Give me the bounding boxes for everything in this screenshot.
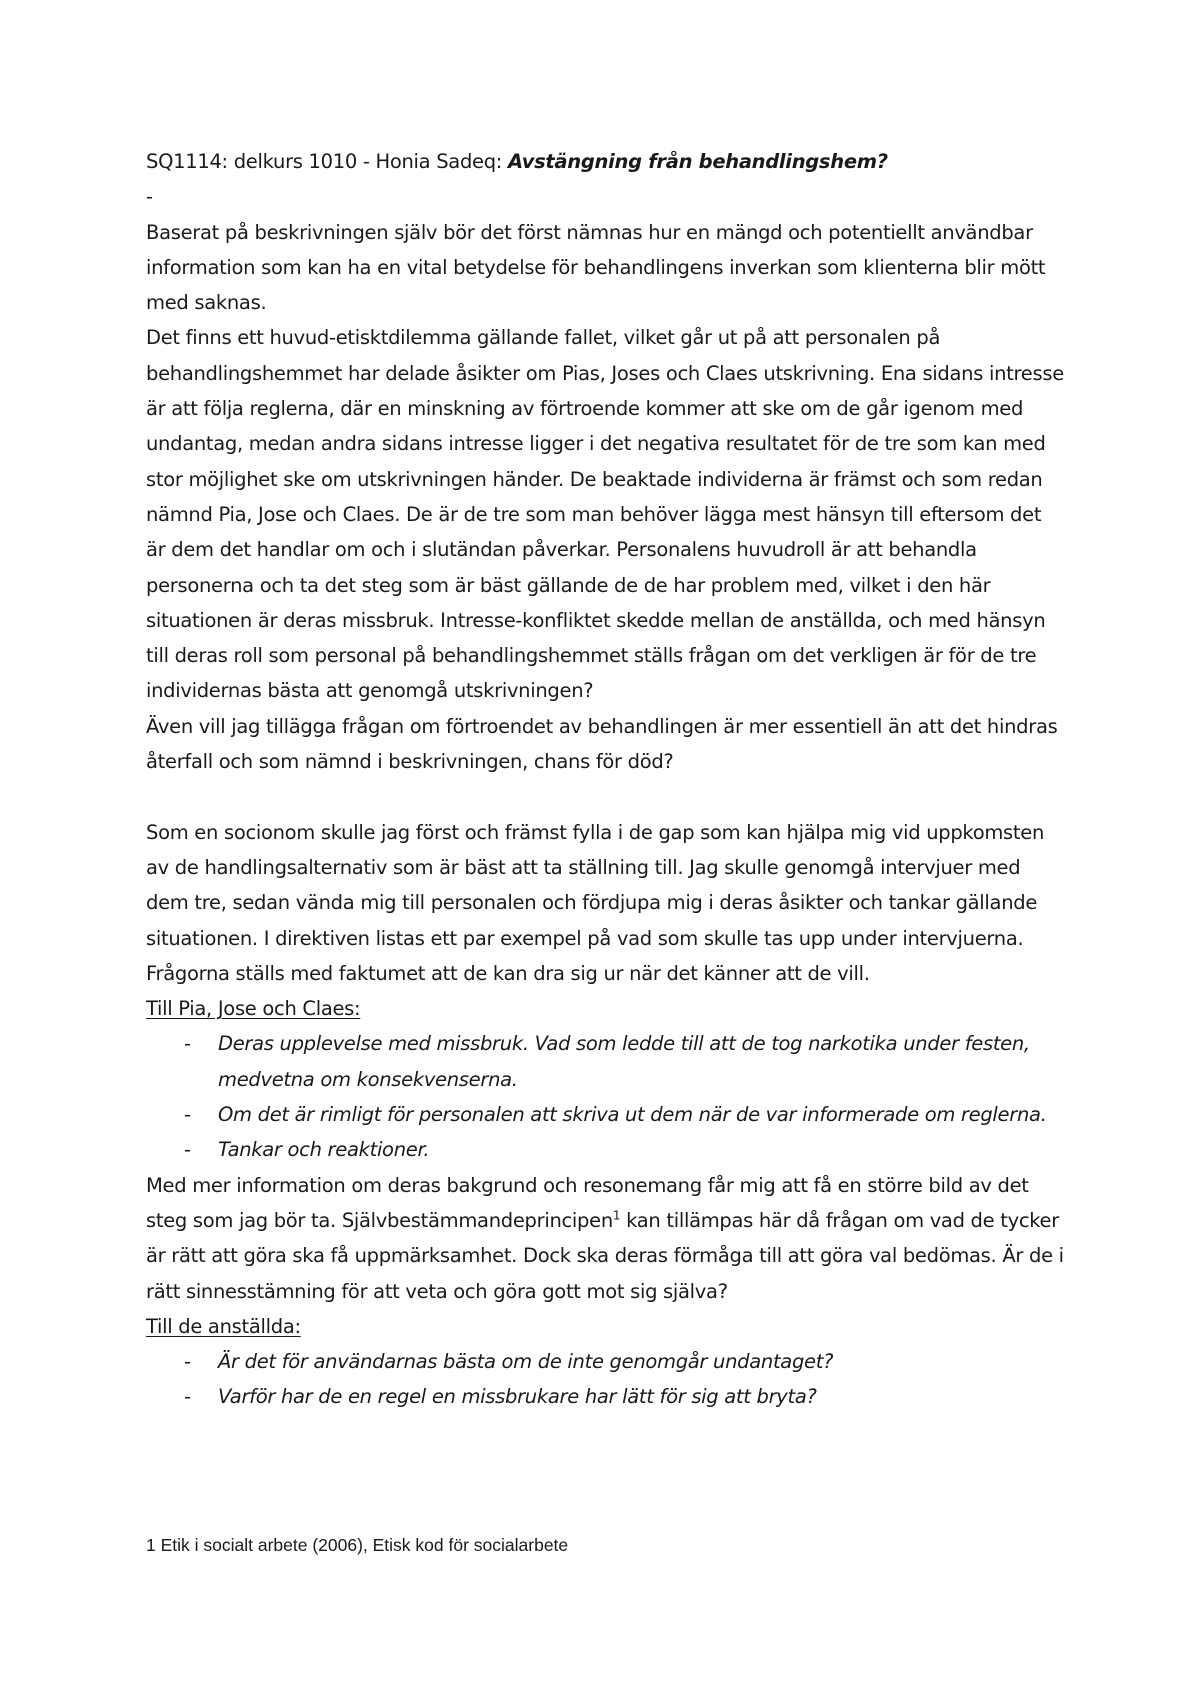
dash-bullet: -: [184, 1103, 191, 1127]
document-body: [146, 144, 1066, 1415]
list-item: - Deras upplevelse med missbruk. Vad som ledde till att de tog narkotika under festen, medvetna om konsekvenserna.: [146, 1026, 1066, 1097]
list-item: - Om det är rimligt för personalen att skriva ut dem när de var informerade om reglerna.: [146, 1097, 1066, 1132]
list-staff: [146, 1344, 1066, 1415]
paragraph-intro-1: Baserat på beskrivningen själv bör det först nämnas hur en mängd och potentiellt användbar information som kan ha en vital betydelse för behandlingens inverkan som klienterna blir mött med saknas.: [146, 220, 1046, 315]
footnote-marker[interactable]: 1: [612, 1208, 621, 1223]
dash-bullet: -: [184, 1385, 191, 1409]
heading-clients: Till Pia, Jose och Claes:: [146, 997, 361, 1021]
list-item: - Är det för användarnas bästa om de inte genomgår undantaget?: [146, 1344, 1066, 1379]
title-course: SQ1114: delkurs 1010 - Honia Sadeq:: [146, 150, 508, 173]
list-clients: [146, 1026, 1066, 1167]
heading-staff: Till de anställda:: [146, 1314, 301, 1338]
paragraph-intro-2: Det finns ett huvud-etisktdilemma gällande fallet, vilket går ut på att personalen på behandlingshemmet har delade åsikter om Pias, Joses och Claes utskrivning. Ena sidans intresse är att följa reglerna, där en minskning av förtroende kommer att ske om de går igenom med undantag, medan andra sidans intresse ligger i det negativa resultatet för de tre som kan med stor möjlighet ske om utskrivningen händer. De beaktade individerna är främst och som redan nämnd Pia, Jose och Claes. De är de tre som man behöver lägga mest hänsyn till eftersom det är dem det handlar om och i slutändan påverkar. Personalens huvudroll är att behandla personerna och ta det steg som är bäst gällande de de har problem med, vilket i den här situationen är deras missbruk. Intresse-konfliktet skedde mellan de anställda, och med hänsyn till deras roll som personal på behandlingshemmet ställs frågan om det verkligen är för de tre individernas bästa att genomgå utskrivningen?: [146, 326, 1064, 703]
list-item: - Varför har de en regel en missbrukare har lätt för sig att bryta?: [146, 1379, 1066, 1414]
dash-bullet: -: [184, 1032, 191, 1056]
blank-line: [146, 779, 1066, 814]
dash-bullet: -: [184, 1350, 191, 1374]
footnote: 1 Etik i socialt arbete (2006), Etisk kod för socialarbete: [146, 1535, 569, 1555]
paragraph-info: Med mer information om deras bakgrund och resonemang får mig att få en större bild av det steg som jag bör ta. Självbestämmandeprincipen$^1$ kan tillämpas här då frågan om vad de tycker är rätt att göra ska få uppmärksamhet. Dock ska deras förmåga till att göra val bedömas. Är de i rätt sinnesstämning för att veta och göra gott mot sig själva?: [146, 1173, 1064, 1303]
list-item: - Tankar och reaktioner.: [146, 1132, 1066, 1167]
dash-bullet: -: [184, 1138, 191, 1162]
paragraph-method: Som en socionom skulle jag först och främst fylla i de gap som kan hjälpa mig vid uppkomsten av de handlingsalternativ som är bäst att ta ställning till. Jag skulle genomgå intervjuer med dem tre, sedan vända mig till personalen och fördjupa mig i deras åsikter och tankar gällande situationen. I direktiven listas ett par exempel på vad som skulle tas upp under intervjuerna. Frågorna ställs med faktumet att de kan dra sig ur när det känner att de vill.: [146, 820, 1045, 985]
document-title: [146, 144, 1066, 179]
dash-separator: -: [146, 185, 153, 209]
paragraph-intro-3: Även vill jag tillägga frågan om förtroendet av behandlingen är mer essentiell än att det hindras återfall och som nämnd i beskrivningen, chans för död?: [146, 714, 1058, 774]
title-topic: Avstängning från behandlingshem?: [507, 150, 888, 173]
